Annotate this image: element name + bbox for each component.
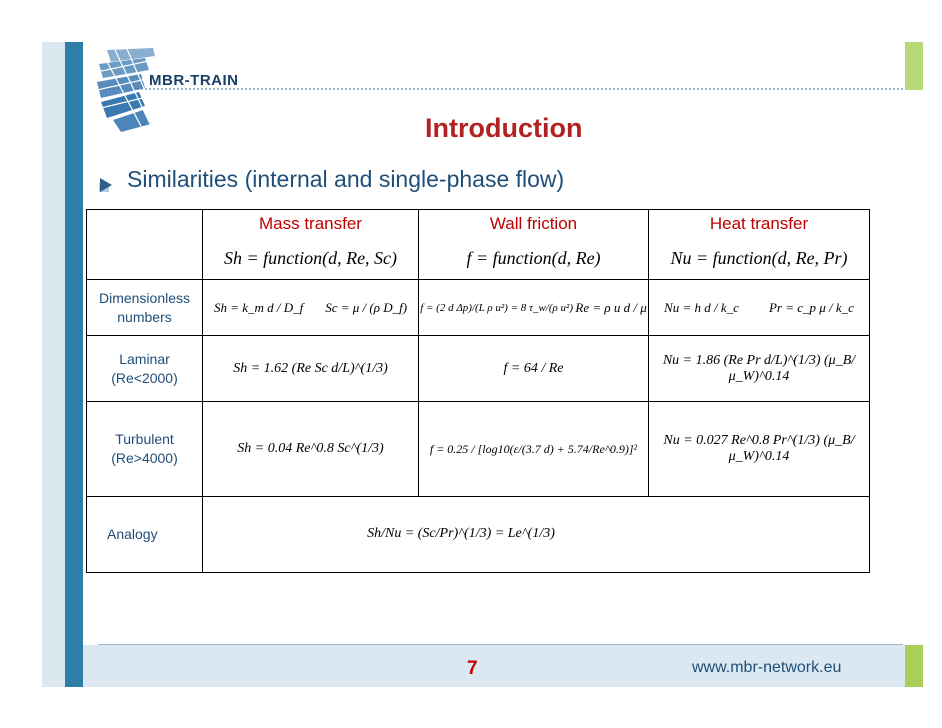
page-title: Introduction [425,113,583,143]
sherwood-definition: Sh = k_m d / D_f [213,299,304,315]
page-number: 7 [467,658,478,679]
row-label-line1: Dimensionless [98,289,191,306]
sidebar-light [42,42,65,687]
subtitle: Similarities (internal and single-phase flow) [127,166,565,192]
row-label-analogy: Analogy [87,496,203,572]
analogy-formula: Sh/Nu = (Sc/Pr)^(1/3) = Le^(1/3) [203,496,870,572]
row-label-line2: (Re>4000) [111,450,178,467]
accent-bottom [905,645,923,687]
turbulent-f-correlation: f = 0.25 / [log10(ε/(3.7 d) + 5.74/Re^0.9)]² [419,402,649,496]
f-function: f = function(d, Re) [419,238,649,280]
row-label-line1: Turbulent [115,431,174,448]
prandtl-definition: Pr = c_p μ / k_c [768,299,854,315]
accent-top [905,42,923,90]
logo-text: MBR-TRAIN [149,72,239,89]
bullet-icon [100,178,112,192]
row-label-line2: (Re<2000) [111,369,178,386]
nusselt-definition: Nu = h d / k_c [664,299,739,315]
nu-function: Nu = function(d, Re, Pr) [649,238,870,280]
col-heat-transfer: Heat transfer [649,210,870,238]
row-label-line2: numbers [117,308,172,325]
sh-function: Sh = function(d, Re, Sc) [203,238,419,280]
col-mass-transfer: Mass transfer [203,210,419,238]
turbulent-sh-correlation: Sh = 0.04 Re^0.8 Sc^(1/3) [203,402,419,496]
col-wall-friction: Wall friction [419,210,649,238]
similarity-table [86,209,870,573]
laminar-f-correlation: f = 64 / Re [419,336,649,402]
corner-cell [87,210,203,238]
dimless-heat-cell [649,280,870,336]
corner-cell-lower [87,238,203,280]
dimless-friction-cell [419,280,649,336]
row-label-dimensionless [87,280,203,336]
row-label-laminar [87,336,203,402]
laminar-sh-correlation: Sh = 1.62 (Re Sc d/L)^(1/3) [203,336,419,402]
footer-url: www.mbr-network.eu [692,659,842,676]
friction-definition: f = (2 d Δp)/(L ρ u²) = 8 τ_w/(ρ u²) [420,301,573,314]
mbr-train-logo-icon [93,44,253,134]
footer-divider [98,644,903,645]
row-label-turbulent [87,402,203,496]
laminar-nu-correlation: Nu = 1.86 (Re Pr d/L)^(1/3) (μ_B/μ_W)^0.14 [649,336,870,402]
row-label-line1: Laminar [119,350,170,367]
schmidt-definition: Sc = μ / (ρ D_f) [325,299,408,315]
sidebar-bar [65,42,83,687]
reynolds-definition: Re = ρ u d / μ [575,299,647,315]
turbulent-nu-correlation: Nu = 0.027 Re^0.8 Pr^(1/3) (μ_B/μ_W)^0.14 [649,402,870,496]
dimless-mass-cell [203,280,419,336]
